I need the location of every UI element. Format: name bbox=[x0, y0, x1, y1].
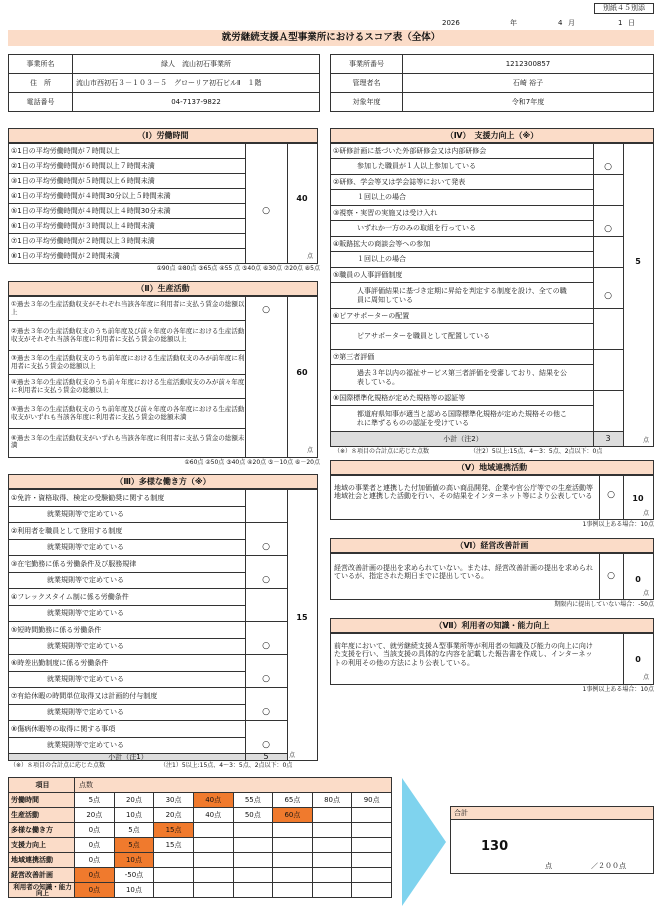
s6-unit: 点 bbox=[643, 590, 650, 597]
s1-item: ⑦1日の平均労働時間が２時間以上３時間未満 bbox=[9, 234, 245, 249]
s4-item: ①研修計画に基づいた外部研修会又は内部研修会 bbox=[331, 144, 593, 159]
s1-mark: ○ bbox=[262, 206, 270, 217]
s3-mark: ○ bbox=[262, 674, 270, 685]
legend-row-label: 利用者の知識・能力向上 bbox=[9, 883, 75, 898]
legend-cell bbox=[193, 883, 233, 898]
s7-text: 前年度において、就労継続支援Ａ型事業所等が利用者の知識及び能力の向上に向けた支援を行い、当該支援の具体的な内容を記載した報告書を作成し、インターネットの利用その他の方法により公表している。 bbox=[334, 642, 593, 667]
legend-cell: 0点 bbox=[75, 823, 115, 838]
legend-cell: 10点 bbox=[114, 853, 154, 868]
s4-subtotal-label: 小計（注2） bbox=[331, 432, 593, 446]
s5-unit: 点 bbox=[643, 510, 650, 517]
s4-item: ⑦第三者評価 bbox=[331, 350, 593, 365]
s3-sub: 就業規則等で定めている bbox=[9, 639, 287, 656]
s4-box bbox=[330, 143, 654, 447]
legend-cell: 60点 bbox=[273, 808, 313, 823]
s4-header: （Ⅳ） 支援力向上（※） bbox=[330, 128, 654, 143]
legend-cell bbox=[312, 883, 352, 898]
legend-cell: 40点 bbox=[193, 793, 233, 808]
legend-cell bbox=[193, 868, 233, 883]
s4-score: 5 bbox=[635, 257, 641, 267]
date-year-unit: 年 bbox=[510, 19, 517, 27]
legend-cell: 5点 bbox=[114, 823, 154, 838]
legend-cell bbox=[154, 868, 194, 883]
date-month: 4 bbox=[558, 19, 563, 27]
s3-box bbox=[8, 489, 318, 761]
s7-score: 0 bbox=[635, 655, 641, 665]
s6-score: 0 bbox=[635, 575, 641, 585]
s3-mark: ○ bbox=[262, 542, 270, 553]
office-address: 流山市西初石３－１０３－５ グローリア初石ビルⅡ １階 bbox=[73, 74, 320, 93]
total-label: 合計 bbox=[451, 807, 653, 820]
legend-cell bbox=[233, 868, 273, 883]
office-info-table bbox=[8, 54, 320, 112]
date-month-unit: 月 bbox=[568, 19, 575, 27]
legend-row-label: 労働時間 bbox=[9, 793, 75, 808]
legend-cell: -50点 bbox=[114, 868, 154, 883]
total-max: ／２００点 bbox=[591, 862, 626, 870]
office-phone: 04-7137-9822 bbox=[73, 93, 320, 112]
legend-cell bbox=[154, 883, 194, 898]
date-day: 1 bbox=[618, 19, 623, 27]
s3-sub: 就業規則等で定めている bbox=[9, 507, 287, 524]
s2-header: （Ⅱ）生産活動 bbox=[8, 281, 318, 296]
total-box bbox=[450, 806, 654, 874]
s2-score: 60 bbox=[296, 368, 308, 378]
legend-cell bbox=[352, 853, 392, 868]
s4-subtotal: 3 bbox=[593, 432, 623, 446]
s1-item: ⑧1日の平均労働時間が２時間未満 bbox=[11, 252, 120, 261]
s3-sub: 就業規則等で定めている bbox=[9, 540, 287, 557]
legend-cell bbox=[193, 823, 233, 838]
date-day-unit: 日 bbox=[628, 19, 635, 27]
legend-cell: 20点 bbox=[154, 808, 194, 823]
s1-item: ②1日の平均労働時間が６時間以上７時間未満 bbox=[9, 159, 245, 174]
s2-legend: ①60点 ②50点 ③40点 ④20点 ⑤－10点 ⑥－20点 bbox=[184, 459, 320, 466]
legend-row-label: 支援力向上 bbox=[9, 838, 75, 853]
s3-unit: 点 bbox=[289, 752, 296, 759]
phone-label: 電話番号 bbox=[9, 93, 73, 112]
s3-sub: 就業規則等で定めている bbox=[9, 573, 287, 590]
s3-mark: ○ bbox=[262, 707, 270, 718]
legend-row-label: 多様な働き方 bbox=[9, 823, 75, 838]
s3-note1: （※）８項目の合計点に応じた点数 bbox=[10, 762, 106, 769]
legend-cell: 40点 bbox=[193, 808, 233, 823]
s4-item: ②研修、学会等又は学会誌等において発表 bbox=[331, 175, 593, 190]
s6-header: （Ⅵ）経営改善計画 bbox=[330, 538, 654, 553]
legend-cell: 20点 bbox=[75, 808, 115, 823]
legend-cell bbox=[193, 853, 233, 868]
office-number-label: 事業所番号 bbox=[331, 55, 403, 74]
s3-item: ④フレックスタイム制に係る労働条件 bbox=[9, 589, 245, 606]
target-year: 令和7年度 bbox=[403, 93, 654, 112]
s3-sub: 就業規則等で定めている bbox=[9, 738, 287, 755]
legend-cell bbox=[312, 868, 352, 883]
s3-mark: ○ bbox=[262, 740, 270, 751]
legend-cell bbox=[233, 883, 273, 898]
legend-head-points: 点数 bbox=[75, 778, 392, 793]
s5-header: （Ⅴ）地域連携活動 bbox=[330, 460, 654, 475]
s3-sub: 就業規則等で定めている bbox=[9, 606, 287, 623]
s4-note1: （※）８項目の合計点に応じた点数 bbox=[334, 448, 430, 455]
s5-note: 1事例以上ある場合：10点 bbox=[582, 521, 654, 528]
s6-mark: ○ bbox=[607, 571, 615, 582]
points-legend-table bbox=[8, 777, 392, 898]
legend-cell bbox=[233, 823, 273, 838]
legend-cell bbox=[273, 853, 313, 868]
page-title: 就労継続支援Ａ型事業所におけるスコア表（全体） bbox=[8, 30, 654, 46]
office-name-label: 事業所名 bbox=[9, 55, 73, 74]
s7-note: 1事例以上ある場合：10点 bbox=[582, 686, 654, 693]
legend-cell: 30点 bbox=[154, 793, 194, 808]
manager-name: 石崎 裕子 bbox=[403, 74, 654, 93]
s5-mark: ○ bbox=[607, 490, 615, 501]
legend-cell bbox=[273, 823, 313, 838]
s3-item: ③在宅勤務に係る労働条件及び服務規律 bbox=[9, 556, 245, 573]
s3-item: ①免許・資格取得、検定の受験勧奨に関する制度 bbox=[9, 490, 245, 507]
s4-mark: ○ bbox=[604, 290, 612, 301]
s1-item: ⑤1日の平均労働時間が４時間以上４時間30分未満 bbox=[9, 204, 245, 219]
s1-item: ①1日の平均労働時間が７時間以上 bbox=[9, 144, 245, 159]
s3-item: ⑦有給休暇の時間単位取得又は計画的付与制度 bbox=[9, 688, 245, 705]
total-unit: 点 bbox=[545, 862, 552, 870]
legend-cell: 0点 bbox=[75, 853, 115, 868]
s4-sub: １回以上の場合 bbox=[331, 252, 623, 268]
address-label: 住 所 bbox=[9, 74, 73, 93]
legend-cell bbox=[193, 838, 233, 853]
legend-cell bbox=[273, 838, 313, 853]
s5-box bbox=[330, 475, 654, 520]
s1-legend: ①90点 ②80点 ③65点 ④55 点 ⑤40点 ⑥30点 ⑦20点 ⑧5点 bbox=[156, 265, 320, 272]
legend-cell bbox=[352, 838, 392, 853]
s3-item: ⑥時差出勤制度に係る労働条件 bbox=[9, 655, 245, 672]
s1-item: ③1日の平均労働時間が５時間以上６時間未満 bbox=[9, 174, 245, 189]
s4-mark: ○ bbox=[604, 223, 612, 234]
office-name: 緑人 流山初石事業所 bbox=[73, 55, 320, 74]
s6-text: 経営改善計画の提出を求められていない。または、経営改善計画の提出を求められているが、指定された期日までに提出している。 bbox=[334, 564, 593, 581]
legend-cell: 0点 bbox=[75, 868, 115, 883]
s4-item: ③視察・実習の実施又は受け入れ bbox=[331, 206, 593, 221]
annex-label: 別紙４５別添 bbox=[594, 3, 654, 14]
s3-sub: 就業規則等で定めている bbox=[9, 672, 287, 689]
s3-mark: ○ bbox=[262, 575, 270, 586]
legend-cell: 5点 bbox=[114, 838, 154, 853]
s7-box bbox=[330, 633, 654, 685]
s4-unit: 点 bbox=[643, 437, 650, 444]
s5-score: 10 bbox=[632, 494, 644, 504]
s2-item: ⑤過去３年の生産活動収支のうち前年度及び前々年度の各年度における生産活動収支がいずれも当該各年度に利用者に支払う賃金の総額未満 bbox=[9, 399, 245, 429]
legend-cell: 10点 bbox=[114, 883, 154, 898]
legend-cell: 15点 bbox=[154, 838, 194, 853]
s4-note2: （注2）5以上:15点、4～3：5点、2点以下：0点 bbox=[470, 448, 603, 455]
s2-unit: 点 bbox=[307, 447, 314, 454]
legend-cell bbox=[312, 853, 352, 868]
legend-cell bbox=[233, 853, 273, 868]
s4-sub: いずれか一方のみの取組を行っている bbox=[331, 221, 623, 237]
total-value: 130 bbox=[481, 839, 509, 854]
target-year-label: 対象年度 bbox=[331, 93, 403, 112]
legend-cell: 90点 bbox=[352, 793, 392, 808]
legend-cell: 80点 bbox=[312, 793, 352, 808]
s3-header: （Ⅲ）多様な働き方（※） bbox=[8, 474, 318, 489]
s1-score: 40 bbox=[296, 194, 308, 204]
s3-subtotal-label: 小計（注1） bbox=[9, 754, 245, 760]
s7-unit: 点 bbox=[643, 674, 650, 681]
s2-item: ②過去３年の生産活動収支のうち前年度及び前々年度の各年度における生産活動収支がそれぞれ当該各年度に利用者に支払う賃金の総額以上 bbox=[9, 321, 245, 351]
s4-mark: ○ bbox=[604, 161, 612, 172]
legend-cell bbox=[352, 823, 392, 838]
s4-item: ⑥ピアサポーターの配置 bbox=[331, 309, 593, 324]
s6-note: 期限内に提出していない場合：-50点 bbox=[554, 601, 654, 608]
legend-cell: 55点 bbox=[233, 793, 273, 808]
s4-sub: ピアサポーターを職員として配置している bbox=[331, 324, 623, 350]
manager-label: 管理者名 bbox=[331, 74, 403, 93]
s1-item: ④1日の平均労働時間が４時間30分以上５時間未満 bbox=[9, 189, 245, 204]
s4-sub: １回以上の場合 bbox=[331, 190, 623, 206]
legend-head-item: 項目 bbox=[9, 778, 75, 793]
legend-cell bbox=[273, 883, 313, 898]
s5-text: 地域の事業者と連携した付加価値の高い商品開発、企業や官公庁等での生産活動等地域社会と連携した活動を行い、その結果をインターネット等により公表している bbox=[334, 484, 593, 501]
s2-box bbox=[8, 296, 318, 458]
s2-mark: ○ bbox=[262, 304, 270, 315]
legend-cell: 10点 bbox=[114, 808, 154, 823]
s4-sub: 都道府県知事が適当と認める国際標準化規格が定めた規格その他これに準ずるものの認証を受けている bbox=[331, 406, 623, 432]
legend-cell: 0点 bbox=[75, 838, 115, 853]
s3-note2: （注1）5以上:15点、4～3：5点、2点以下：0点 bbox=[160, 762, 293, 769]
s2-item: ⑥過去３年の生産活動収支がいずれも当該各年度に利用者に支払う賃金の総額未満 bbox=[11, 433, 245, 449]
s1-unit: 点 bbox=[307, 253, 314, 260]
s4-item: ④販路拡大の商談会等への参加 bbox=[331, 237, 593, 252]
s3-item: ⑤短時間勤務に係る労働条件 bbox=[9, 622, 245, 639]
s4-sub: 参加した職員が１人以上参加している bbox=[331, 159, 623, 175]
legend-cell bbox=[312, 808, 352, 823]
legend-cell: 5点 bbox=[75, 793, 115, 808]
s3-score: 15 bbox=[296, 613, 308, 623]
s2-item: ③過去３年の生産活動収支のうち前年度における生産活動収支のみが前年度に利用者に支払う賃金の総額以上 bbox=[9, 351, 245, 375]
legend-row-label: 経営改善計画 bbox=[9, 868, 75, 883]
legend-cell bbox=[233, 838, 273, 853]
s3-mark: ○ bbox=[262, 641, 270, 652]
s1-box bbox=[8, 143, 318, 264]
s1-item: ⑥1日の平均労働時間が３時間以上４時間未満 bbox=[9, 219, 245, 234]
legend-cell: 20点 bbox=[114, 793, 154, 808]
s4-sub: 人事評価結果に基づき定期に昇給を判定する制度を設け、全ての職員に周知している bbox=[331, 283, 623, 309]
s4-item: ⑤職員の人事評価制度 bbox=[331, 268, 593, 283]
s4-sub: 過去３年以内の福祉サービス第三者評価を受審しており、結果を公表している。 bbox=[331, 365, 623, 391]
legend-cell: 65点 bbox=[273, 793, 313, 808]
s7-header: （Ⅶ）利用者の知識・能力向上 bbox=[330, 618, 654, 633]
s3-subtotal: 5 bbox=[245, 754, 287, 760]
office-number: 1212300857 bbox=[403, 55, 654, 74]
legend-cell bbox=[352, 868, 392, 883]
legend-cell bbox=[312, 838, 352, 853]
arrow-icon bbox=[401, 777, 447, 907]
legend-cell bbox=[273, 868, 313, 883]
s4-item: ⑧国際標準化規格が定めた規格等の認証等 bbox=[331, 391, 593, 406]
legend-cell bbox=[312, 823, 352, 838]
s3-item: ②利用者を職員として登用する制度 bbox=[9, 523, 245, 540]
legend-cell bbox=[154, 853, 194, 868]
s3-item: ⑧傷病休暇等の取得に関する事項 bbox=[9, 721, 245, 738]
s6-box bbox=[330, 553, 654, 600]
s2-item: ④過去３年の生産活動収支のうち前々年度における生産活動収支のみが前々年度に利用者に支払う賃金の総額以上 bbox=[9, 375, 245, 399]
legend-row-label: 地域連携活動 bbox=[9, 853, 75, 868]
s2-item: ①過去３年の生産活動収支がそれぞれ当該各年度に利用者に支払う賃金の総額以上 bbox=[9, 297, 245, 321]
legend-row-label: 生産活動 bbox=[9, 808, 75, 823]
legend-cell: 15点 bbox=[154, 823, 194, 838]
date-year: 2026 bbox=[442, 19, 460, 27]
legend-cell: 0点 bbox=[75, 883, 115, 898]
s3-sub: 就業規則等で定めている bbox=[9, 705, 287, 722]
legend-cell bbox=[352, 883, 392, 898]
legend-cell bbox=[352, 808, 392, 823]
legend-cell: 50点 bbox=[233, 808, 273, 823]
s1-header: （Ⅰ）労働時間 bbox=[8, 128, 318, 143]
office-meta-table bbox=[330, 54, 654, 112]
